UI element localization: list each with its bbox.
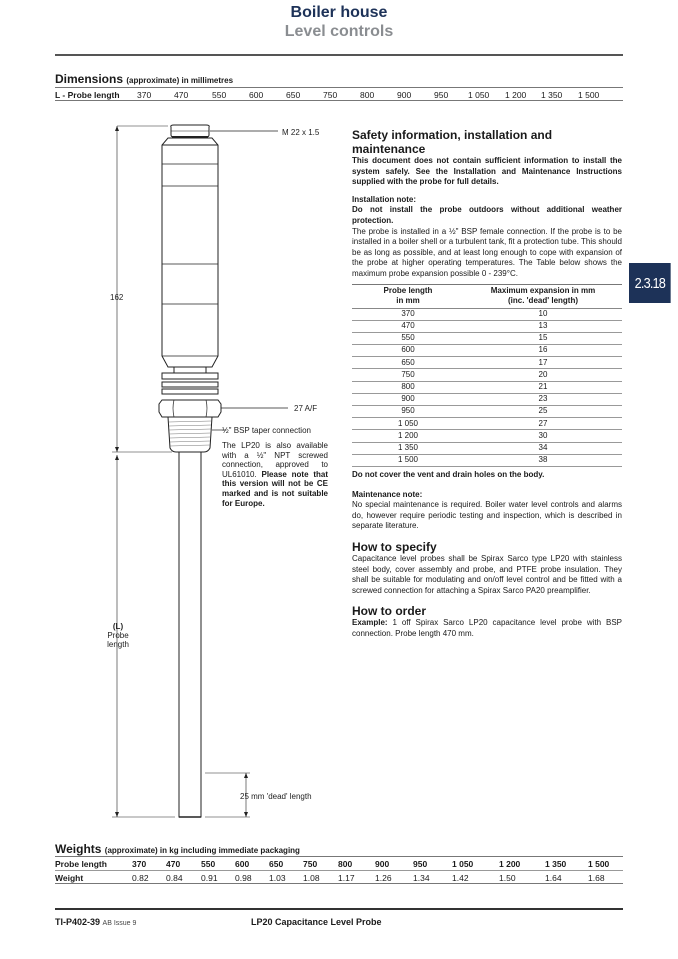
weights-length-cell: 550 <box>201 859 216 869</box>
dimension-value: 550 <box>212 90 227 100</box>
dimension-value: 900 <box>397 90 412 100</box>
probe-length-symbol: (L) <box>112 622 124 631</box>
dimensions-title: Dimensions <box>55 72 124 86</box>
probe-length-cell: 800 <box>352 381 464 393</box>
weights-heading <box>55 842 300 856</box>
expansion-cell: 16 <box>464 345 622 357</box>
specify-heading: How to specify <box>352 539 437 554</box>
col-max-expansion: Maximum expansion in mm (inc. 'dead' length) <box>464 284 622 308</box>
weights-length-cell: 470 <box>166 859 181 869</box>
weights-value-cell: 1.34 <box>413 873 430 883</box>
weights-value-cell: 1.26 <box>375 873 392 883</box>
weights-value-cell: 1.68 <box>588 873 605 883</box>
installation-heading: Installation note: <box>352 194 416 204</box>
dimension-value: 1 350 <box>541 90 563 100</box>
expansion-table-row <box>352 345 622 357</box>
connection-label: ½" BSP taper connection <box>222 426 311 435</box>
probe-length-cell: 750 <box>352 369 464 381</box>
weights-length-cell: 1 200 <box>499 859 521 869</box>
dimension-value: 800 <box>360 90 375 100</box>
expansion-table-row <box>352 332 622 344</box>
arrow-down-icon <box>115 447 119 452</box>
weights-value-cell: 0.91 <box>201 873 218 883</box>
expansion-table-row <box>352 393 622 405</box>
npt-note-warning: Please note that this version will not be CE marked and is not suitable for Europe. <box>222 469 328 508</box>
expansion-cell: 15 <box>464 332 622 344</box>
expansion-table-row <box>352 418 622 430</box>
arrow-up-icon <box>115 126 119 131</box>
npt-note <box>222 441 328 508</box>
npt-note-text: The LP20 is also available with a ½" NPT screwed connection, approved to UL61010. <box>222 441 328 479</box>
installation-text: The probe is installed in a ½" BSP female connection. If the probe is to be installed in a boiler shell or a turbulent tank, fit a protection tube. This should be as long as possible, and at least long enough to cope with expansion of the probe at higher operating temperatures. The Table below shows the maximum probe expansion possible 0 - 239°C. <box>352 226 622 278</box>
body-height-label: 162 <box>110 293 124 302</box>
weights-row-label: Weight <box>55 873 84 883</box>
page-subtitle: Level controls <box>284 23 394 40</box>
probe-length-cell: 1 200 <box>352 430 464 442</box>
expansion-cell: 27 <box>464 418 622 430</box>
dimension-value: 600 <box>249 90 264 100</box>
weights-length-cell: 900 <box>375 859 390 869</box>
expansion-cell: 17 <box>464 357 622 369</box>
weights-value-cell: 1.17 <box>338 873 355 883</box>
expansion-cell: 23 <box>464 393 622 405</box>
probe-length-word2: length <box>107 640 129 649</box>
weights-value-cell: 0.98 <box>235 873 252 883</box>
weights-row-label: Probe length <box>55 859 107 869</box>
expansion-table <box>352 284 622 467</box>
weights-value-cell: 0.84 <box>166 873 183 883</box>
probe-body <box>162 138 218 367</box>
dimension-value: 370 <box>137 90 152 100</box>
probe-length-cell: 650 <box>352 357 464 369</box>
expansion-cell: 38 <box>464 454 622 466</box>
dead-length-label: 25 mm 'dead' length <box>240 792 312 801</box>
dimension-value: 750 <box>323 90 338 100</box>
weights-value-cell: 1.64 <box>545 873 562 883</box>
expansion-cell: 10 <box>464 308 622 320</box>
weights-length-cell: 600 <box>235 859 250 869</box>
order-text <box>352 618 622 639</box>
probe-length-cell: 370 <box>352 308 464 320</box>
expansion-table-row <box>352 430 622 442</box>
probe-length-cell: 1 050 <box>352 418 464 430</box>
probe-length-cell: 1 500 <box>352 454 464 466</box>
dimensions-row-label: L - Probe length <box>55 90 120 100</box>
expansion-table-row <box>352 320 622 332</box>
dimension-value: 1 200 <box>505 90 527 100</box>
safety-heading: Safety information, installation and maintenance <box>352 128 553 156</box>
weights-length-cell: 1 500 <box>588 859 610 869</box>
specify-text: Capacitance level probes shall be Spirax Sarco type LP20 with stainless steel body, cover assembly and probe, and PTFE probe insulation. They shall be suitable for modulating and on/off level control and be fitted with a screwed connection for attaching a Spirax Sarco PA20 preamplifier. <box>352 553 622 595</box>
hex-nut <box>159 400 221 417</box>
safety-intro: This document does not contain sufficient information to install the system safely. See the Installation and Maintenance Instructions supplied with the probe for full details. <box>352 156 622 187</box>
weights-value-cell: 0.82 <box>132 873 149 883</box>
page-title: Boiler house <box>290 4 388 21</box>
weights-length-cell: 370 <box>132 859 147 869</box>
weights-value-cell: 1.03 <box>269 873 286 883</box>
footer-divider <box>55 908 623 910</box>
weights-weight-row <box>55 870 623 883</box>
weights-title: Weights <box>55 842 102 856</box>
expansion-table-row <box>352 454 622 466</box>
doc-issue: AB Issue 9 <box>102 920 137 927</box>
expansion-cell: 25 <box>464 406 622 418</box>
probe-length-cell: 550 <box>352 332 464 344</box>
expansion-table-row <box>352 406 622 418</box>
expansion-cell: 34 <box>464 442 622 454</box>
ring <box>162 389 218 394</box>
probe-length-label <box>104 622 132 649</box>
section-number: 2.3.18 <box>634 274 666 292</box>
weights-length-cell: 1 350 <box>545 859 567 869</box>
expansion-table-row <box>352 381 622 393</box>
dimensions-note: (approximate) in millimetres <box>126 76 234 85</box>
probe-rod <box>179 452 201 817</box>
dimension-value: 950 <box>434 90 449 100</box>
expansion-cell: 20 <box>464 369 622 381</box>
expansion-table-row <box>352 369 622 381</box>
weights-length-cell: 650 <box>269 859 284 869</box>
expansion-table-row <box>352 308 622 320</box>
probe-length-cell: 600 <box>352 345 464 357</box>
section-tab <box>629 263 671 303</box>
dimension-value: 470 <box>174 90 189 100</box>
arrow-up-icon <box>244 773 248 778</box>
installation-warning: Do not install the probe outdoors without additional weather protection. <box>352 205 622 225</box>
weights-length-cell: 800 <box>338 859 353 869</box>
expansion-table-row <box>352 357 622 369</box>
weights-note: (approximate) in kg including immediate packaging <box>104 846 300 855</box>
expansion-table-row <box>352 442 622 454</box>
weights-length-cell: 1 050 <box>452 859 474 869</box>
probe-length-cell: 470 <box>352 320 464 332</box>
order-heading: How to order <box>352 604 426 619</box>
probe-length-cell: 900 <box>352 393 464 405</box>
arrow-down-icon <box>244 812 248 817</box>
weights-length-row <box>55 857 623 870</box>
expansion-cell: 21 <box>464 381 622 393</box>
footer-product: LP20 Capacitance Level Probe <box>251 917 382 927</box>
weights-length-cell: 950 <box>413 859 428 869</box>
maintenance-heading: Maintenance note: <box>352 489 423 499</box>
weights-value-cell: 1.08 <box>303 873 320 883</box>
order-example: 1 off Spirax Sarco LP20 capacitance level probe with BSP connection. Probe length 470 mm. <box>352 618 622 638</box>
dimension-value: 1 050 <box>468 90 490 100</box>
weights-length-cell: 750 <box>303 859 318 869</box>
col-probe-length: Probe length in mm <box>352 284 464 308</box>
taper-thread <box>168 417 212 452</box>
weights-value-cell: 1.42 <box>452 873 469 883</box>
vent-warning: Do not cover the vent and drain holes on the body. <box>352 469 545 479</box>
order-example-label: Example: <box>352 618 388 628</box>
arrow-up-icon <box>115 455 119 460</box>
expansion-cell: 13 <box>464 320 622 332</box>
weights-table <box>55 856 623 884</box>
doc-id: TI-P402-39 <box>55 917 101 927</box>
dimension-value: 1 500 <box>578 90 600 100</box>
probe-length-cell: 1 350 <box>352 442 464 454</box>
weights-value-cell: 1.50 <box>499 873 516 883</box>
ring <box>162 373 218 379</box>
hex-size-label: 27 A/F <box>294 404 318 413</box>
expansion-cell: 30 <box>464 430 622 442</box>
arrow-down-icon <box>115 812 119 817</box>
right-column <box>352 128 622 640</box>
expansion-table-header <box>352 284 622 308</box>
probe-length-word1: Probe <box>107 631 129 640</box>
footer-doc-ref <box>55 917 136 927</box>
thread-size-label: M 22 x 1.5 <box>282 128 320 137</box>
ring <box>162 382 218 387</box>
maintenance-text: No special maintenance is required. Boiler water level controls and alarms do, however require periodic testing and inspection, which is described in separate literature. <box>352 500 622 531</box>
probe-length-cell: 950 <box>352 406 464 418</box>
dimension-value: 650 <box>286 90 301 100</box>
